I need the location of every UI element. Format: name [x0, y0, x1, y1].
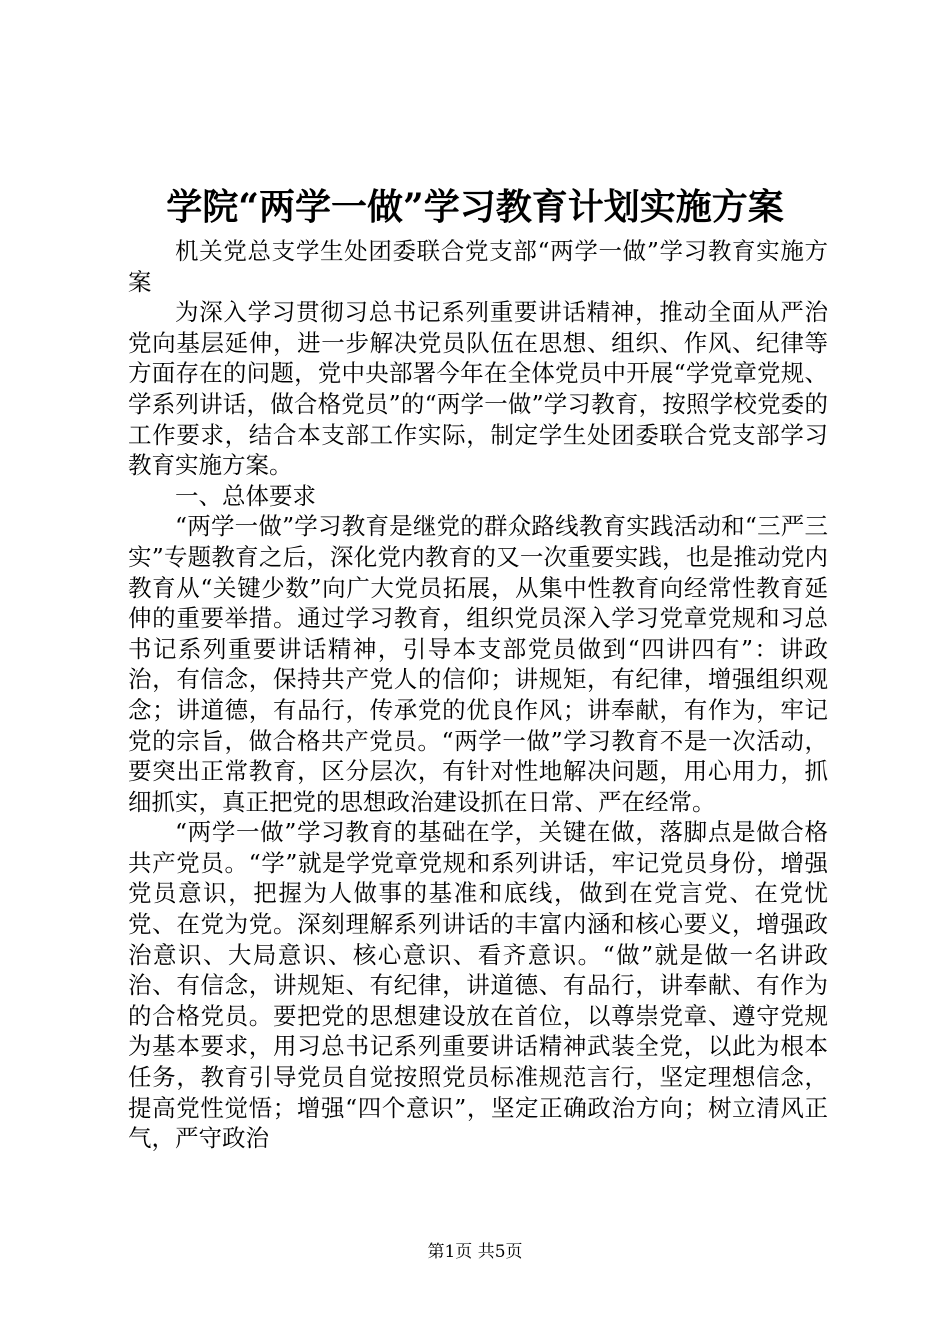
- document-body: [128, 236, 828, 1154]
- paragraph-body: “两学一做”学习教育是继党的群众路线教育实践活动和“三严三实”专题教育之后，深化党内教育的又一次重要实践，也是推动党内教育从“关键少数”向广大党员拓展，从集中性教育向经常性教育延伸的重要举措。通过学习教育，组织党员深入学习党章党规和习总书记系列重要讲话精神，引导本支部党员做到“四讲四有”：讲政治，有信念，保持共产党人的信仰；讲规矩，有纪律，增强组织观念；讲道德，有品行，传承党的优良作风；讲奉献，有作为，牢记党的宗旨，做合格共产党员。“两学一做”学习教育不是一次活动，要突出正常教育，区分层次，有针对性地解决问题，用心用力，抓细抓实，真正把党的思想政治建设抓在日常、严在经常。: [128, 512, 828, 816]
- paragraph-body: “两学一做”学习教育的基础在学，关键在做，落脚点是做合格共产党员。“学”就是学党章党规和系列讲话，牢记党员身份，增强党员意识，把握为人做事的基准和底线，做到在党言党、在党忧党、在党为党。深刻理解系列讲话的丰富内涵和核心要义，增强政治意识、大局意识、核心意识、看齐意识。“做”就是做一名讲政治、有信念，讲规矩、有纪律，讲道德、有品行，讲奉献、有作为的合格党员。要把党的思想建设放在首位，以尊崇党章、遵守党规为基本要求，用习总书记系列重要讲话精神武装全党，以此为根本任务，教育引导党员自觉按照党员标准规范言行，坚定理想信念，提高党性觉悟；增强“四个意识”，坚定正确政治方向；树立清风正气，严守政治: [128, 818, 828, 1153]
- section-heading-general-requirements: 一、总体要求: [175, 481, 316, 510]
- paragraph-intro: 为深入学习贯彻习总书记系列重要讲话精神，推动全面从严治党向基层延伸，进一步解决党员队伍在思想、组织、作风、纪律等方面存在的问题，党中央部署今年在全体党员中开展“学党章党规、学系列讲话，做合格党员”的“两学一做”学习教育，按照学校党委的工作要求，结合本支部工作实际，制定学生处团委联合党支部学习教育实施方案。: [128, 298, 828, 480]
- document-title: 学院“两学一做”学习教育计划实施方案: [166, 186, 784, 228]
- page-number-footer: 第1页 共5页: [427, 1242, 523, 1262]
- paragraph-subtitle: 机关党总支学生处团委联合党支部“两学一做”学习教育实施方案: [128, 237, 828, 296]
